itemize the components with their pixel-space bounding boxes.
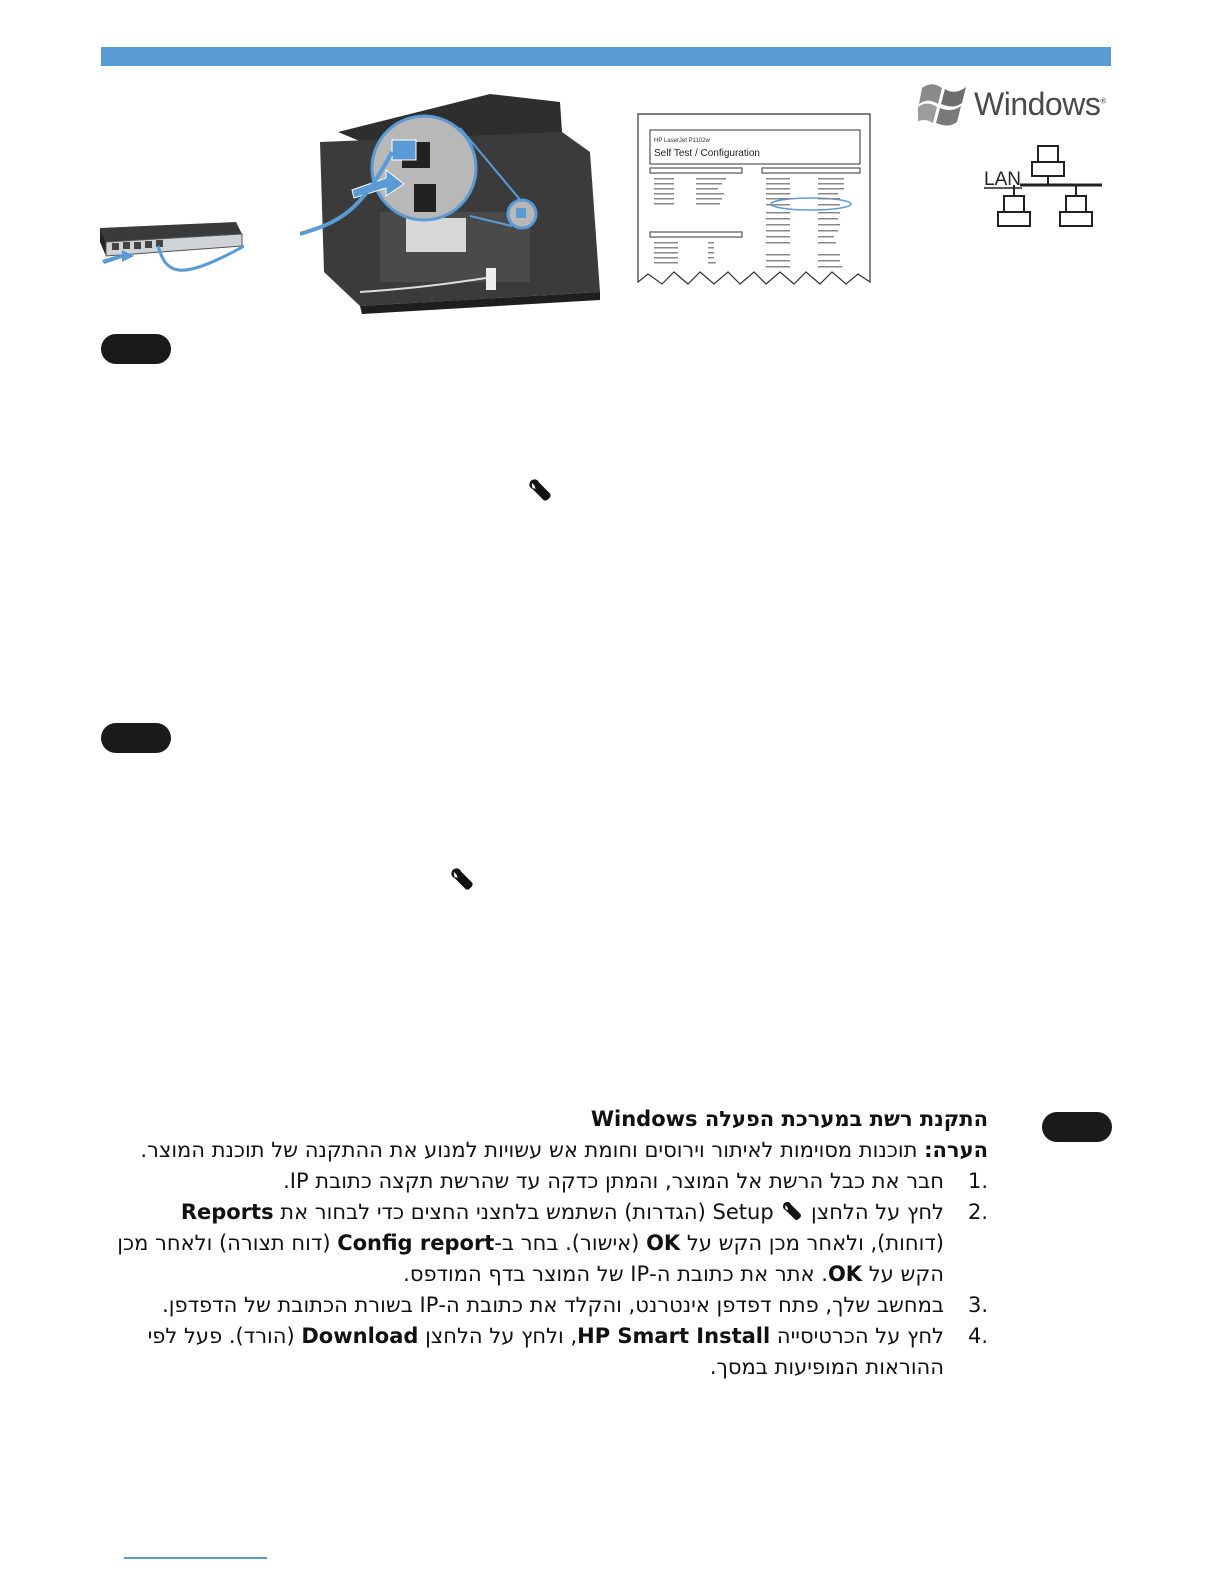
windows-logo-text: Windows®	[974, 86, 1106, 122]
config-report-label: Config report	[337, 1231, 495, 1255]
step-number: 3.	[967, 1293, 988, 1317]
step-text: (הורד). פעל לפי ההוראות המופיעות במסך.	[147, 1324, 944, 1379]
step-number: 2.	[967, 1200, 988, 1224]
step-text: לחץ על הלחצן	[804, 1200, 944, 1224]
step-text: Setup (הגדרות) השתמש בלחצני החצים כדי לבחור את	[273, 1200, 781, 1224]
lan-network-diagram	[980, 140, 1110, 240]
step-number: 4.	[967, 1324, 988, 1348]
ok-button-label: OK	[827, 1262, 863, 1286]
step-text: (דוחות), ולאחר מכן הקש על	[680, 1231, 944, 1255]
configuration-page-illustration	[636, 112, 874, 288]
wrench-icon	[449, 866, 475, 892]
config-page-model: HP LaserJet P1102w	[654, 138, 710, 144]
windows-logo	[918, 78, 1108, 134]
step-text: (דוח תצורה) ולאחר מכן הקש על	[117, 1231, 944, 1286]
steps-list	[108, 1166, 988, 1383]
lan-label: LAN	[984, 169, 1021, 190]
network-router-illustration	[96, 212, 244, 297]
wrench-icon	[527, 477, 553, 503]
header-bar	[101, 47, 1111, 66]
note-text: תוכנות מסוימות לאיתור וירוסים וחומת אש עשויות למנוע את ההתקנה של תוכנת המוצר.	[140, 1138, 925, 1162]
step-text: במחשב שלך, פתח דפדפן אינטרנט, והקלד את כתובת ה-IP בשורת הכתובת של הדפדפן.	[162, 1293, 944, 1317]
printer-rear-illustration	[300, 92, 608, 314]
language-pill-1	[101, 334, 171, 364]
language-pill-2	[101, 723, 171, 753]
section-title: התקנת רשת במערכת הפעלה Windows	[590, 1107, 988, 1131]
step-text: . אתר את כתובת ה-IP של המוצר בדף המודפס.	[403, 1262, 828, 1286]
config-page-heading: Self Test / Configuration	[654, 148, 760, 159]
step-3	[108, 1290, 988, 1321]
hebrew-network-install-section	[108, 1104, 988, 1383]
reports-menu-label: Reports	[180, 1200, 274, 1224]
step-number: 1.	[967, 1169, 988, 1193]
download-button-label: Download	[301, 1324, 419, 1348]
note	[108, 1135, 988, 1166]
step-1	[108, 1166, 988, 1197]
step-text: , ולחץ על הלחצן	[418, 1324, 578, 1348]
step-text: חבר את כבל הרשת אל המוצר, והמתן כדקה עד שהרשת תקצה כתובת IP.	[283, 1169, 944, 1193]
step-2	[108, 1197, 988, 1290]
windows-flag-icon	[918, 80, 970, 128]
footer-rule	[124, 1557, 267, 1559]
note-label: הערה:	[924, 1138, 988, 1162]
hp-smart-install-tab-label: HP Smart Install	[577, 1324, 771, 1348]
setup-wrench-icon	[780, 1200, 804, 1222]
step-text: לחץ על הכרטיסייה	[770, 1324, 944, 1348]
ok-button-label: OK	[646, 1231, 681, 1255]
language-pill-hebrew	[1042, 1112, 1112, 1142]
step-4	[108, 1321, 988, 1383]
step-text: (אישור). בחר ב-	[494, 1231, 647, 1255]
